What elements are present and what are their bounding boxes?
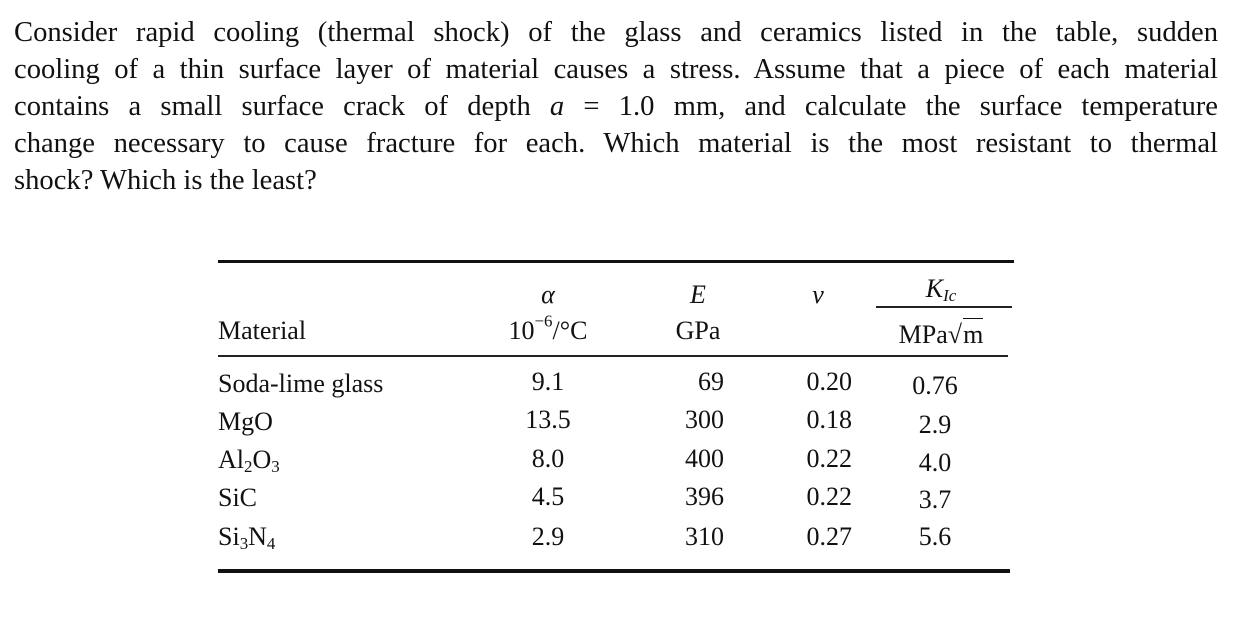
formula-part: O bbox=[252, 445, 272, 474]
problem-line-5: shock? Which is the least? bbox=[14, 165, 317, 196]
alpha-unit-rest: /°C bbox=[552, 316, 588, 345]
formula-subscript: 3 bbox=[271, 457, 280, 477]
row-e: 69 bbox=[698, 367, 724, 396]
problem-line-1: Consider rapid cooling (thermal shock) of the glass and ceramics listed in the table, sudden bbox=[14, 17, 1218, 48]
problem-line-3-end: and calculate the surface temperature bbox=[744, 91, 1218, 122]
problem-line-3-start: contains a small surface crack of depth bbox=[14, 91, 531, 122]
row-material: SiC bbox=[218, 483, 258, 512]
header-k-letter: K bbox=[925, 274, 944, 303]
crack-depth-symbol: a bbox=[549, 91, 565, 122]
row-alpha: 4.5 bbox=[531, 482, 565, 511]
formula-part: N bbox=[248, 522, 267, 551]
row-e: 300 bbox=[685, 405, 724, 434]
row-nu: 0.22 bbox=[806, 444, 852, 473]
row-e: 396 bbox=[685, 482, 724, 511]
problem-statement bbox=[14, 14, 1218, 199]
row-nu: 0.18 bbox=[806, 405, 852, 434]
table-header-rule bbox=[218, 355, 1008, 357]
table-bottom-rule bbox=[218, 569, 1010, 573]
crack-depth-value: = 1.0 mm, bbox=[583, 91, 726, 122]
problem-line-3 bbox=[14, 88, 1218, 125]
header-material: Material bbox=[218, 316, 307, 345]
row-nu: 0.27 bbox=[806, 522, 852, 551]
problem-line-4: change necessary to cause fracture for each. Which material is the most resistant to thermal bbox=[14, 128, 1218, 159]
formula-part: Si bbox=[218, 522, 240, 551]
row-material bbox=[218, 522, 275, 552]
row-k: 2.9 bbox=[918, 410, 952, 439]
alpha-unit-exponent: −6 bbox=[534, 311, 553, 331]
row-material bbox=[218, 445, 280, 475]
row-material: MgO bbox=[218, 407, 273, 436]
sqrt-symbol: √m bbox=[947, 320, 984, 349]
row-nu: 0.20 bbox=[806, 367, 852, 396]
k-unit-prefix: MPa bbox=[898, 320, 948, 349]
header-k-symbol bbox=[866, 274, 1016, 304]
row-e: 400 bbox=[685, 444, 724, 473]
alpha-unit-base: 10 bbox=[508, 316, 535, 345]
row-alpha: 9.1 bbox=[531, 367, 565, 396]
row-k: 4.0 bbox=[918, 448, 952, 477]
header-alpha-symbol: α bbox=[541, 280, 555, 309]
header-nu-symbol: ν bbox=[812, 280, 824, 309]
header-e-symbol: E bbox=[690, 280, 706, 309]
formula-subscript: 4 bbox=[266, 534, 276, 554]
row-k: 5.6 bbox=[918, 522, 952, 551]
row-k: 0.76 bbox=[912, 371, 958, 400]
row-alpha: 13.5 bbox=[525, 405, 571, 434]
header-k-subscript: Ic bbox=[943, 286, 957, 306]
table-top-rule bbox=[218, 260, 1014, 263]
formula-subscript: 3 bbox=[239, 534, 249, 554]
row-material: Soda-lime glass bbox=[218, 369, 384, 398]
row-k: 3.7 bbox=[918, 485, 952, 514]
k-unit-radicand: m bbox=[963, 320, 984, 349]
header-alpha-unit bbox=[488, 311, 608, 346]
header-k-unit bbox=[866, 318, 1016, 350]
k-header-rule bbox=[876, 306, 1012, 308]
row-nu: 0.22 bbox=[806, 482, 852, 511]
formula-subscript: 2 bbox=[244, 457, 253, 477]
row-e: 310 bbox=[685, 522, 724, 551]
header-e-unit: GPa bbox=[675, 316, 721, 345]
problem-line-2: cooling of a thin surface layer of material causes a stress. Assume that a piece of each material bbox=[14, 54, 1218, 85]
formula-part: Al bbox=[218, 445, 244, 474]
row-alpha: 2.9 bbox=[531, 522, 565, 551]
row-alpha: 8.0 bbox=[531, 444, 565, 473]
material-properties-table bbox=[218, 260, 1014, 576]
